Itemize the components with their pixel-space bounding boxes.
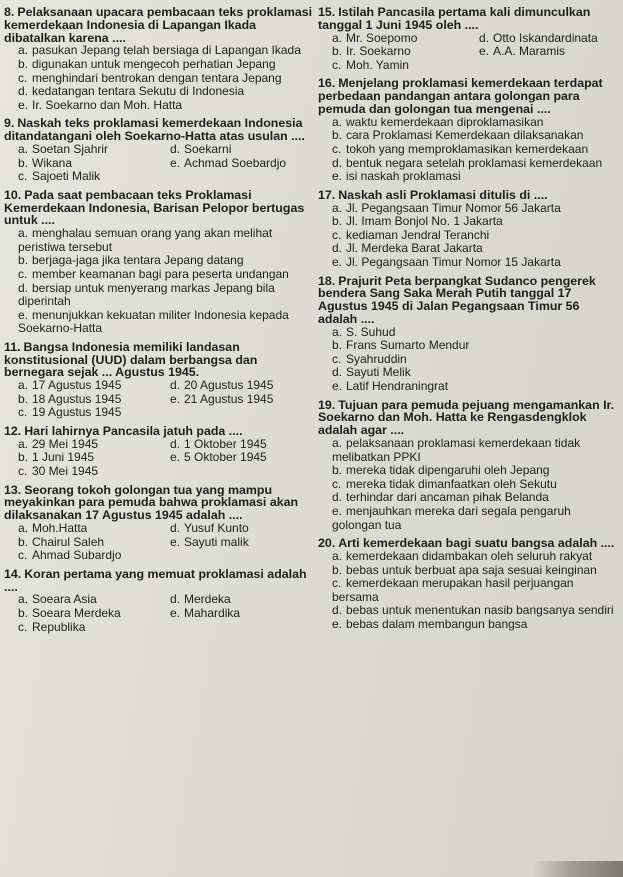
answer-option bbox=[332, 143, 620, 157]
option-letter: d. bbox=[170, 141, 181, 156]
answer-option bbox=[332, 366, 620, 380]
answer-option bbox=[332, 202, 620, 216]
answer-options bbox=[18, 379, 316, 420]
answer-option bbox=[332, 215, 620, 229]
question-number: 20. bbox=[318, 536, 336, 551]
question-number: 9. bbox=[4, 116, 15, 131]
answer-option bbox=[170, 593, 316, 607]
option-letter: d. bbox=[332, 490, 343, 505]
option-text: Achmad Soebardjo bbox=[184, 155, 287, 170]
question-text: Hari lahirnya Pancasila jatuh pada .... bbox=[24, 424, 243, 439]
question-stem bbox=[4, 341, 316, 379]
answer-option bbox=[332, 604, 620, 618]
answer-option bbox=[332, 478, 620, 492]
option-letter: e. bbox=[170, 605, 181, 620]
option-text: Ir. Soekarno dan Moh. Hatta bbox=[32, 97, 183, 112]
option-text: Sayuti Melik bbox=[346, 365, 411, 380]
answer-option bbox=[170, 549, 316, 563]
question-16 bbox=[318, 77, 620, 183]
answer-option bbox=[18, 157, 164, 171]
option-text: pelaksanaan proklamasi kemerdekaan tidak melibatkan PPKI bbox=[332, 436, 581, 464]
answer-option bbox=[18, 607, 164, 621]
question-19 bbox=[318, 399, 620, 533]
option-text: Soetan Sjahrir bbox=[32, 141, 109, 156]
answer-option bbox=[18, 72, 316, 86]
answer-option bbox=[332, 380, 620, 394]
answer-options bbox=[332, 326, 620, 394]
option-letter: c. bbox=[332, 57, 342, 72]
question-text: Seorang tokoh golongan tua yang mampu meyakinkan para pemuda bahwa proklamasi akan dilaksanakan 17 Agustus 1945 adalah .... bbox=[4, 482, 299, 523]
option-text: Jl. Pegangsaan Timur Nomor 15 Jakarta bbox=[346, 254, 561, 269]
option-letter: d. bbox=[332, 155, 343, 170]
question-text: Naskah asli Proklamasi ditulis di .... bbox=[338, 187, 548, 202]
option-letter: e. bbox=[18, 97, 29, 112]
option-text: waktu kemerdekaan diproklamasikan bbox=[346, 114, 544, 129]
option-letter: b. bbox=[18, 450, 29, 465]
answer-option bbox=[170, 157, 316, 171]
option-letter: e. bbox=[332, 504, 343, 519]
question-text: Arti kemerdekaan bagi suatu bangsa adalah .... bbox=[338, 536, 615, 551]
answer-option bbox=[18, 227, 316, 254]
question-number: 11. bbox=[4, 339, 21, 354]
question-stem bbox=[4, 6, 316, 44]
question-text: Pelaksanaan upacara pembacaan teks proklamasi kemerdekaan Indonesia di Lapangan Ikada dibatalkan karena .... bbox=[4, 5, 313, 45]
answer-option bbox=[18, 309, 316, 336]
option-letter: c. bbox=[18, 548, 28, 563]
option-text: menunjukkan kekuatan militer Indonesia kepada Soekarno-Hatta bbox=[18, 307, 289, 336]
answer-option bbox=[170, 451, 316, 465]
option-letter: e. bbox=[18, 307, 29, 322]
answer-option bbox=[18, 549, 164, 563]
question-text: Bangsa Indonesia memiliki landasan konstitusional (UUD) dalam berbangsa dan bernegara sejak ... Agustus 1945. bbox=[4, 339, 258, 380]
answer-option bbox=[332, 256, 620, 270]
answer-option bbox=[332, 339, 620, 353]
option-text: 21 Agustus 1945 bbox=[184, 391, 274, 406]
answer-option bbox=[18, 536, 164, 550]
answer-option bbox=[170, 536, 316, 550]
option-text: Ahmad Subardjo bbox=[32, 548, 122, 563]
question-text: Tujuan para pemuda pejuang mengamankan Ir. Soekarno dan Moh. Hatta ke Rengasdengklok adalah agar .... bbox=[318, 397, 615, 438]
option-letter: a. bbox=[332, 114, 343, 129]
answer-option bbox=[332, 242, 620, 256]
option-letter: c. bbox=[18, 266, 28, 281]
answer-option bbox=[18, 268, 316, 282]
option-letter: c. bbox=[18, 169, 28, 184]
answer-option bbox=[18, 438, 164, 452]
option-letter: b. bbox=[18, 56, 29, 71]
answer-option bbox=[332, 353, 620, 367]
answer-option bbox=[479, 32, 620, 46]
question-9 bbox=[4, 117, 316, 183]
option-text: Moh.Hatta bbox=[32, 521, 88, 536]
option-letter: b. bbox=[18, 253, 29, 268]
option-letter: c. bbox=[18, 405, 28, 420]
option-letter: a. bbox=[18, 436, 29, 451]
question-stem bbox=[4, 484, 316, 522]
option-text: Frans Sumarto Mendur bbox=[346, 338, 470, 353]
answer-option bbox=[18, 85, 316, 99]
option-text: berjaga-jaga jika tentara Jepang datang bbox=[32, 253, 244, 268]
option-letter: b. bbox=[18, 391, 29, 406]
option-text: Latif Hendraningrat bbox=[346, 379, 449, 394]
answer-option bbox=[332, 157, 620, 171]
option-text: Jl. Imam Bonjol No. 1 Jakarta bbox=[346, 214, 503, 229]
option-letter: c. bbox=[18, 70, 28, 85]
option-letter: e. bbox=[332, 616, 343, 631]
answer-option bbox=[332, 129, 620, 143]
option-text: 19 Agustus 1945 bbox=[32, 405, 122, 420]
option-text: Soeara Asia bbox=[32, 592, 97, 607]
answer-option bbox=[170, 170, 316, 184]
question-stem bbox=[318, 6, 620, 32]
answer-option bbox=[18, 451, 164, 465]
question-number: 10. bbox=[4, 187, 22, 202]
option-letter: c. bbox=[332, 141, 342, 156]
option-text: Mr. Soepomo bbox=[346, 30, 418, 45]
option-letter: d. bbox=[332, 365, 343, 380]
option-letter: a. bbox=[332, 549, 343, 563]
answer-option bbox=[332, 116, 620, 130]
question-number: 18. bbox=[318, 273, 336, 288]
option-letter: b. bbox=[18, 155, 29, 170]
option-text: menghalau semuan orang yang akan melihat peristiwa tersebut bbox=[18, 226, 273, 254]
option-text: Merdeka bbox=[184, 592, 231, 607]
option-text: Soeara Merdeka bbox=[32, 605, 121, 620]
option-letter: a. bbox=[18, 592, 29, 607]
option-letter: d. bbox=[170, 378, 181, 393]
answer-option bbox=[170, 621, 316, 635]
answer-option bbox=[18, 379, 164, 393]
question-text: Koran pertama yang memuat proklamasi adalah .... bbox=[4, 566, 307, 594]
answer-option bbox=[18, 58, 316, 72]
option-text: bebas untuk menentukan nasib bangsanya sendiri bbox=[346, 603, 614, 618]
question-number: 13. bbox=[4, 482, 22, 497]
answer-option bbox=[18, 99, 316, 113]
answer-option bbox=[18, 406, 164, 420]
option-text: 1 Oktober 1945 bbox=[184, 436, 267, 451]
option-letter: e. bbox=[332, 379, 343, 394]
question-number: 16. bbox=[318, 76, 336, 91]
option-letter: d. bbox=[170, 436, 181, 451]
question-11 bbox=[4, 341, 316, 420]
option-letter: d. bbox=[170, 592, 181, 607]
option-letter: b. bbox=[332, 562, 343, 577]
answer-option bbox=[18, 593, 164, 607]
option-text: mereka tidak dipengaruhi oleh Jepang bbox=[346, 463, 550, 478]
option-text: 30 Mei 1945 bbox=[32, 464, 99, 479]
answer-option bbox=[170, 393, 316, 407]
question-number: 15. bbox=[318, 5, 336, 19]
answer-option bbox=[479, 59, 620, 73]
option-text: Mahardika bbox=[184, 605, 241, 620]
option-text: A.A. Maramis bbox=[493, 44, 566, 59]
question-13 bbox=[4, 484, 316, 563]
option-text: terhindar dari ancaman pihak Belanda bbox=[346, 490, 549, 505]
answer-option bbox=[170, 143, 316, 157]
option-text: 17 Agustus 1945 bbox=[32, 378, 122, 393]
question-stem bbox=[4, 117, 316, 143]
answer-options bbox=[332, 202, 620, 270]
option-text: Jl. Pegangsaan Timur Nomor 56 Jakarta bbox=[346, 200, 561, 215]
question-number: 19. bbox=[318, 397, 336, 412]
option-text: Sajoeti Malik bbox=[32, 169, 101, 184]
option-letter: b. bbox=[332, 44, 343, 59]
answer-option bbox=[18, 170, 164, 184]
option-text: 18 Agustus 1945 bbox=[32, 391, 122, 406]
answer-options bbox=[332, 32, 620, 73]
question-stem bbox=[318, 275, 620, 326]
option-text: 5 Oktober 1945 bbox=[184, 450, 267, 465]
option-text: bentuk negara setelah proklamasi kemerdekaan bbox=[346, 155, 603, 170]
question-number: 17. bbox=[318, 187, 336, 202]
answer-option bbox=[332, 550, 620, 564]
left-column bbox=[4, 6, 316, 639]
question-stem bbox=[318, 399, 620, 437]
question-8 bbox=[4, 6, 316, 112]
answer-option bbox=[170, 406, 316, 420]
torn-corner bbox=[533, 861, 623, 877]
option-letter: d. bbox=[170, 521, 181, 536]
question-number: 12. bbox=[4, 424, 22, 439]
option-letter: c. bbox=[18, 619, 28, 634]
question-stem bbox=[4, 568, 316, 594]
option-letter: c. bbox=[332, 576, 342, 591]
answer-options bbox=[332, 116, 620, 184]
option-letter: a. bbox=[18, 43, 29, 58]
option-text: isi naskah proklamasi bbox=[346, 169, 461, 184]
option-text: kediaman Jendral Teranchi bbox=[346, 227, 490, 242]
question-text: Naskah teks proklamasi kemerdekaan Indonesia ditandatangani oleh Soekarno-Hatta atas usulan .... bbox=[4, 116, 305, 144]
answer-option bbox=[479, 45, 620, 59]
answer-option bbox=[332, 326, 620, 340]
answer-option bbox=[332, 59, 473, 73]
option-letter: a. bbox=[332, 436, 343, 451]
answer-options bbox=[18, 522, 316, 563]
option-text: Soekarni bbox=[184, 141, 232, 156]
option-letter: c. bbox=[18, 464, 28, 479]
question-stem bbox=[318, 77, 620, 115]
option-text: kemerdekaan merupakan hasil perjuangan bersama bbox=[332, 576, 574, 604]
answer-option bbox=[18, 44, 316, 58]
answer-options bbox=[18, 143, 316, 184]
option-letter: c. bbox=[332, 351, 342, 366]
question-number: 8. bbox=[4, 5, 15, 19]
option-text: Wikana bbox=[32, 155, 73, 170]
question-20 bbox=[318, 537, 620, 631]
answer-option bbox=[332, 45, 473, 59]
option-text: Chairul Saleh bbox=[32, 534, 105, 549]
question-text: Menjelang proklamasi kemerdekaan terdapat perbedaan pandangan antara golongan para pemuda dan golongan tua mengenai .... bbox=[318, 76, 603, 116]
answer-option bbox=[332, 437, 620, 464]
option-letter: b. bbox=[332, 463, 343, 478]
answer-option bbox=[18, 393, 164, 407]
option-letter: c. bbox=[332, 476, 342, 491]
answer-option bbox=[332, 464, 620, 478]
question-10 bbox=[4, 189, 316, 336]
question-text: Prajurit Peta berpangkat Sudanco pengerek bendera Sang Saka Merah Putih tanggal 17 Agustus 1945 di Jalan Pegangsaan Timur 56 adalah .... bbox=[318, 273, 596, 326]
question-15 bbox=[318, 6, 620, 72]
answer-option bbox=[332, 491, 620, 505]
option-letter: a. bbox=[332, 30, 343, 45]
answer-option bbox=[18, 621, 164, 635]
answer-option bbox=[170, 438, 316, 452]
answer-option bbox=[332, 32, 473, 46]
option-letter: e. bbox=[479, 44, 490, 59]
answer-option bbox=[332, 577, 620, 604]
option-text: digunakan untuk mengecoh perhatian Jepang bbox=[32, 56, 276, 71]
option-text: S. Suhud bbox=[346, 324, 396, 339]
option-text: Otto Iskandardinata bbox=[493, 30, 598, 45]
question-14 bbox=[4, 568, 316, 634]
option-text: cara Proklamasi Kemerdekaan dilaksanakan bbox=[346, 128, 584, 143]
answer-option bbox=[170, 379, 316, 393]
option-letter: d. bbox=[18, 280, 29, 295]
answer-option bbox=[170, 522, 316, 536]
question-stem bbox=[4, 189, 316, 227]
option-text: Moh. Yamin bbox=[346, 57, 409, 72]
question-18 bbox=[318, 275, 620, 394]
option-text: bebas untuk berbuat apa saja sesuai keinginan bbox=[346, 562, 597, 577]
option-text: menjauhkan mereka dari segala pengaruh golongan tua bbox=[332, 504, 571, 532]
option-text: mereka tidak dimanfaatkan oleh Sekutu bbox=[346, 476, 557, 491]
answer-option bbox=[18, 465, 164, 479]
answer-option bbox=[332, 564, 620, 578]
option-letter: d. bbox=[332, 241, 343, 256]
option-text: Yusuf Kunto bbox=[184, 521, 249, 536]
option-text: tokoh yang memproklamasikan kemerdekaan bbox=[346, 141, 589, 156]
option-text: member keamanan bagi para peserta undangan bbox=[32, 266, 289, 281]
option-letter: b. bbox=[332, 214, 343, 229]
option-letter: a. bbox=[18, 378, 29, 393]
answer-option bbox=[18, 522, 164, 536]
option-text: Republika bbox=[32, 619, 86, 634]
answer-options bbox=[18, 227, 316, 336]
option-text: bebas dalam membangun bangsa bbox=[346, 616, 528, 631]
answer-option bbox=[18, 254, 316, 268]
answer-option bbox=[18, 282, 316, 309]
option-letter: a. bbox=[332, 324, 343, 339]
option-letter: b. bbox=[18, 605, 29, 620]
option-letter: b. bbox=[332, 338, 343, 353]
option-text: Ir. Soekarno bbox=[346, 44, 411, 59]
option-text: 1 Juni 1945 bbox=[32, 450, 95, 465]
option-text: Syahruddin bbox=[346, 351, 407, 366]
answer-options bbox=[18, 438, 316, 479]
question-text: Pada saat pembacaan teks Proklamasi Kemerdekaan Indonesia, Barisan Pelopor bertugas untuk .... bbox=[4, 187, 305, 228]
option-text: menghindari bentrokan dengan tentara Jepang bbox=[32, 70, 282, 85]
answer-option bbox=[332, 229, 620, 243]
option-letter: d. bbox=[18, 84, 29, 99]
option-letter: e. bbox=[170, 155, 181, 170]
question-17 bbox=[318, 189, 620, 270]
option-letter: a. bbox=[18, 521, 29, 536]
answer-option bbox=[332, 170, 620, 184]
option-text: Jl. Merdeka Barat Jakarta bbox=[346, 241, 483, 256]
option-letter: d. bbox=[332, 603, 343, 618]
option-text: 20 Agustus 1945 bbox=[184, 378, 274, 393]
option-letter: a. bbox=[18, 141, 29, 156]
option-text: bersiap untuk menyerang markas Jepang bila diperintah bbox=[18, 280, 275, 309]
option-letter: a. bbox=[18, 226, 29, 241]
option-text: pasukan Jepang telah bersiaga di Lapangan Ikada bbox=[32, 43, 301, 58]
answer-option bbox=[332, 505, 620, 532]
answer-options bbox=[18, 44, 316, 112]
option-letter: b. bbox=[332, 128, 343, 143]
question-12 bbox=[4, 425, 316, 479]
option-letter: c. bbox=[332, 227, 342, 242]
answer-option bbox=[170, 607, 316, 621]
right-column bbox=[318, 6, 620, 637]
option-letter: e. bbox=[170, 534, 181, 549]
option-letter: e. bbox=[332, 254, 343, 269]
answer-options bbox=[18, 593, 316, 634]
option-text: Sayuti malik bbox=[184, 534, 249, 549]
option-letter: a. bbox=[332, 200, 343, 215]
option-letter: d. bbox=[479, 30, 490, 45]
option-text: kemerdekaan didambakan oleh seluruh rakyat bbox=[346, 549, 593, 563]
question-number: 14. bbox=[4, 566, 22, 581]
option-letter: e. bbox=[170, 391, 181, 406]
question-text: Istilah Pancasila pertama kali dimunculkan tanggal 1 Juni 1945 oleh .... bbox=[318, 5, 591, 32]
option-text: kedatangan tentara Sekutu di Indonesia bbox=[32, 84, 245, 99]
answer-option bbox=[332, 618, 620, 632]
answer-option bbox=[170, 465, 316, 479]
answer-options bbox=[332, 550, 620, 632]
option-letter: e. bbox=[332, 169, 343, 184]
option-letter: e. bbox=[170, 450, 181, 465]
option-letter: b. bbox=[18, 534, 29, 549]
answer-options bbox=[332, 437, 620, 532]
option-text: 29 Mei 1945 bbox=[32, 436, 99, 451]
answer-option bbox=[18, 143, 164, 157]
